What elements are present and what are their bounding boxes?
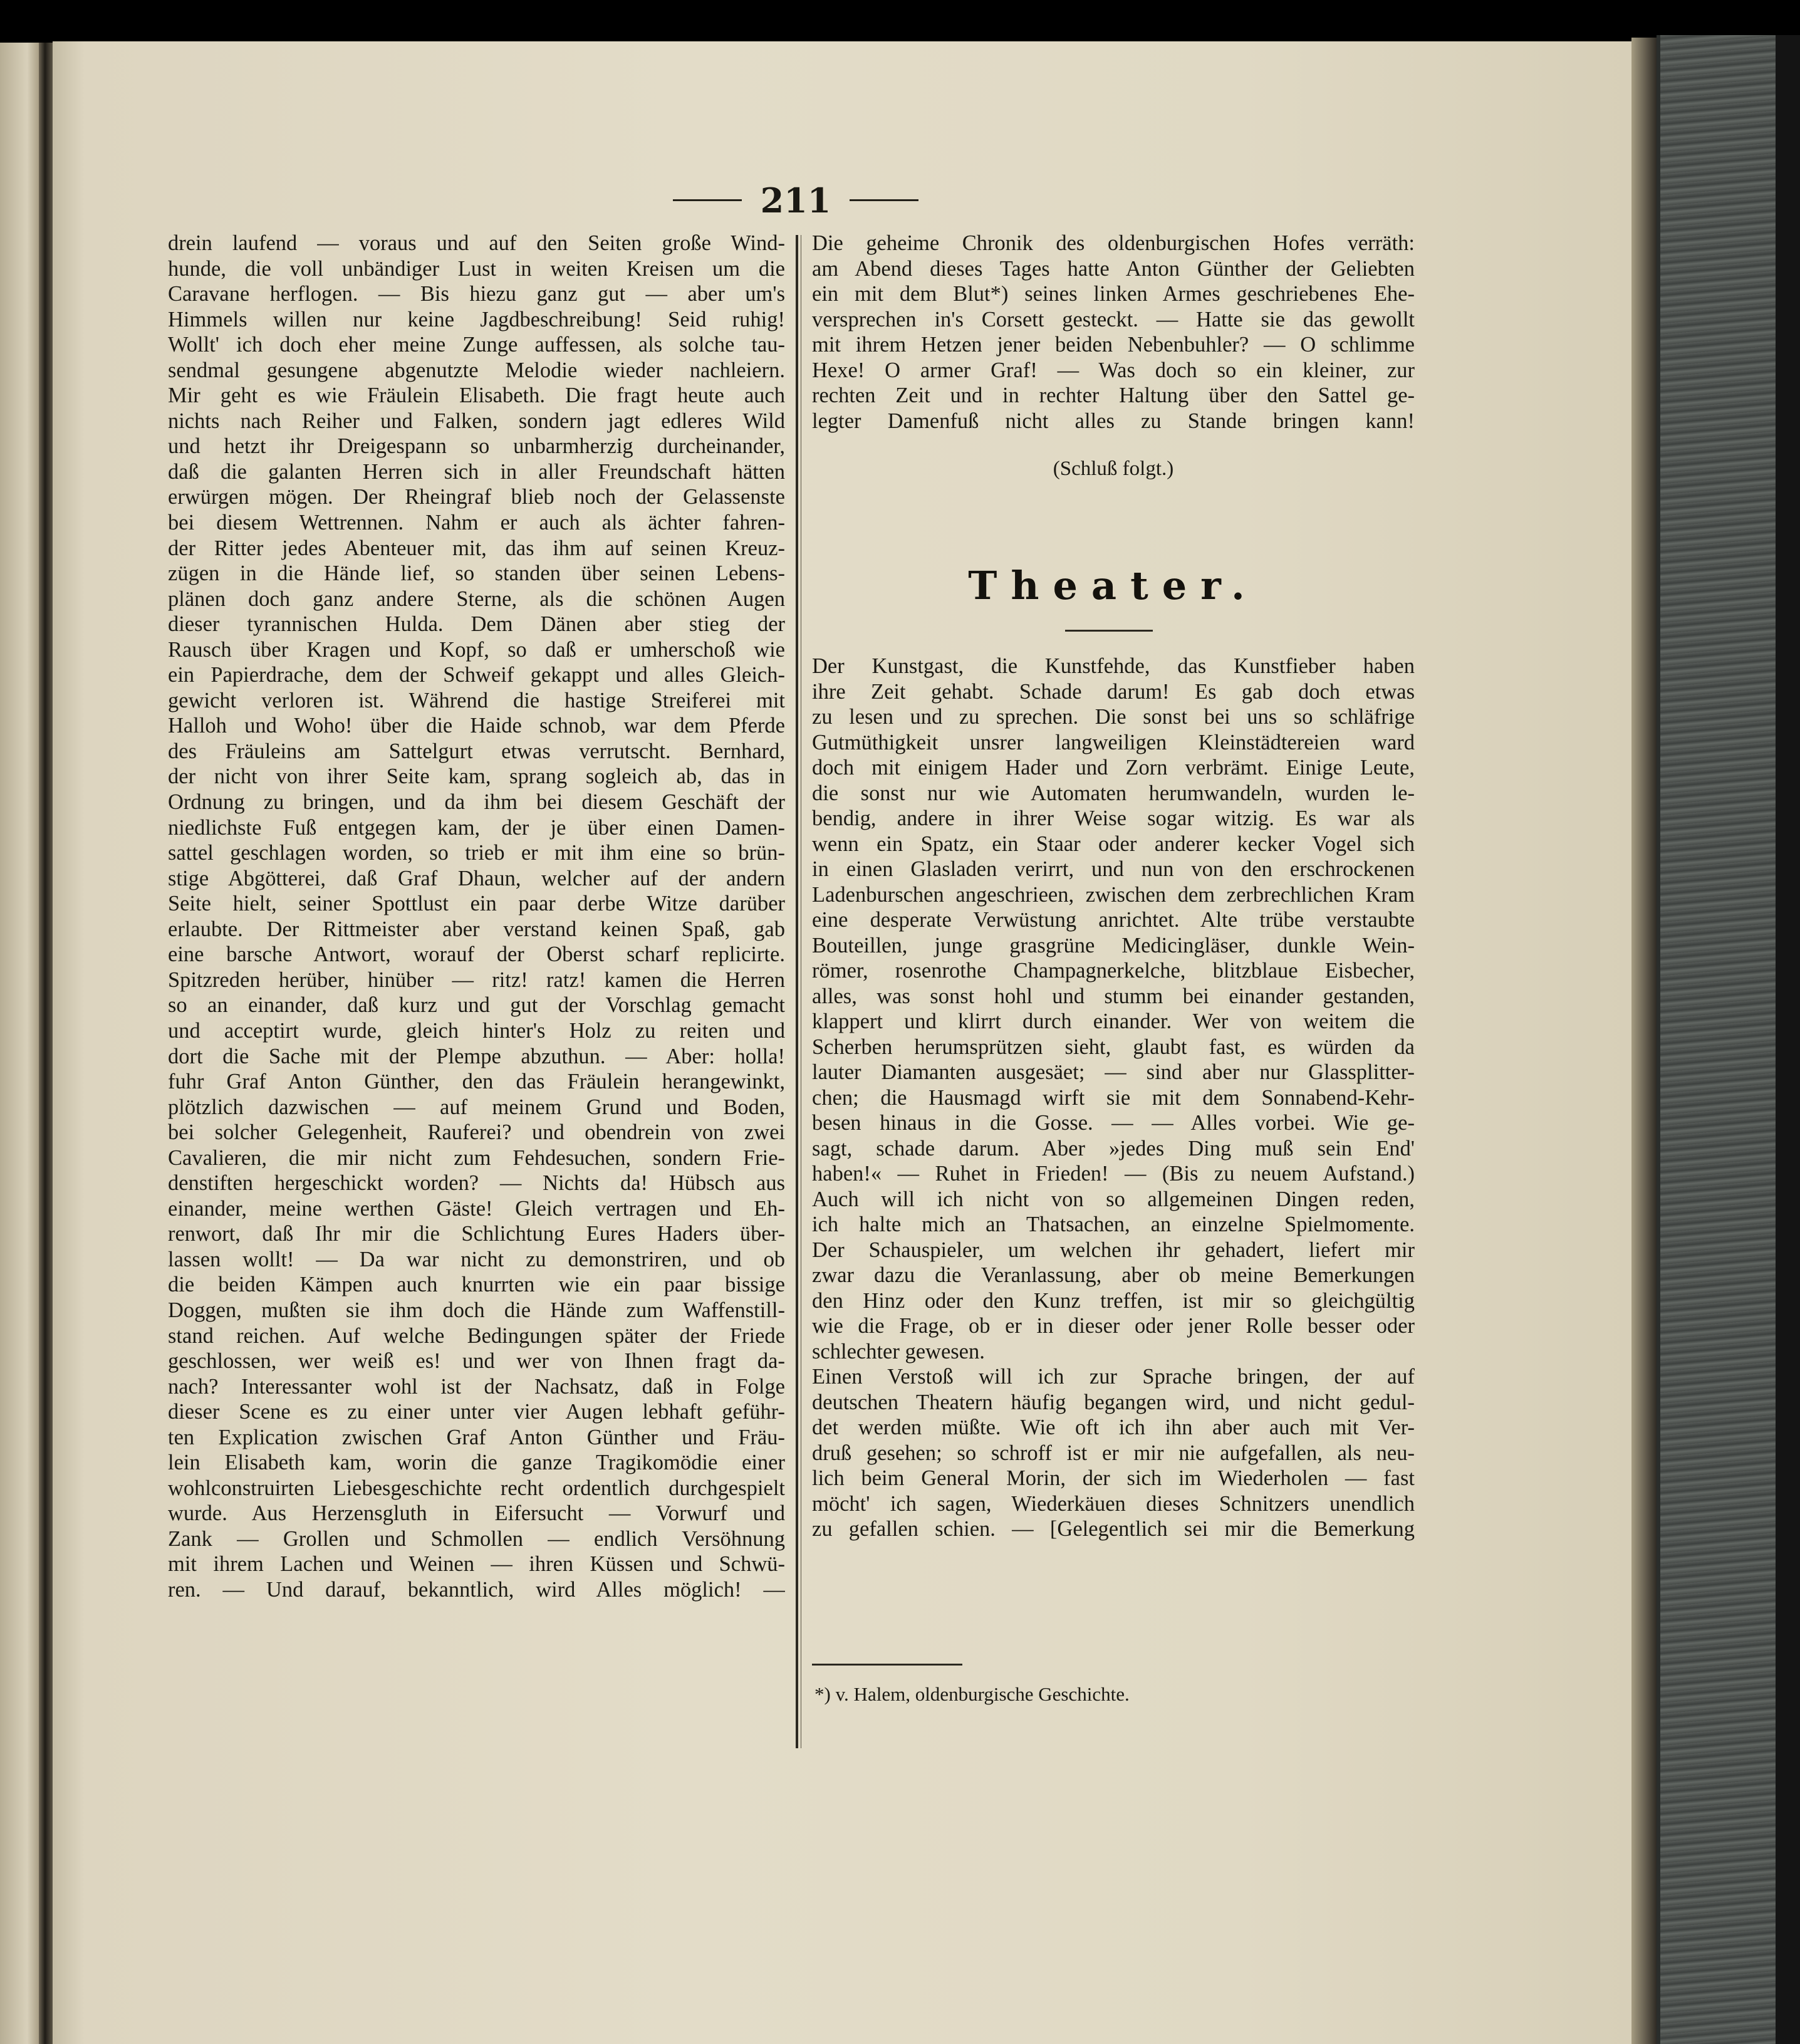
text-line: Caravane herflogen. — Bis hiezu ganz gut — aber um's xyxy=(168,282,785,306)
text-line: sendmal gesungene abgenutzte Melodie wieder nachleiern. xyxy=(168,358,785,382)
text-line: klappert und klirrt durch einander. Wer von weitem die xyxy=(812,1009,1415,1033)
text-line: daß die galanten Herren sich in aller Freundschaft hätten xyxy=(168,459,785,484)
left-column xyxy=(168,231,785,1603)
text-line: die beiden Kämpen auch knurrten wie ein paar bissige xyxy=(168,1273,785,1297)
text-line: chen; die Hausmagd wirft sie mit dem Sonnabend-Kehr- xyxy=(812,1085,1415,1110)
text-line: doch mit einigem Hader und Zorn verbrämt. Einige Leute, xyxy=(812,756,1415,780)
text-line: druß gesehen; so schroff ist er mir nie aufgefallen, als neu- xyxy=(812,1441,1415,1465)
text-line: schlechter gewesen. xyxy=(812,1339,985,1364)
text-line: erwürgen mögen. Der Rheingraf blieb noch der Gelassenste xyxy=(168,485,785,509)
text-line: haben!« — Ruhet in Frieden! — (Bis zu neuem Aufstand.) xyxy=(812,1162,1415,1186)
text-line: alles, was sonst hohl und stumm bei einander gestanden, xyxy=(812,984,1415,1008)
text-line: des Fräuleins am Sattelgurt etwas verrutscht. Bernhard, xyxy=(168,739,785,763)
text-line: Bouteillen, junge grasgrüne Medicingläser, dunkle Wein- xyxy=(812,933,1415,957)
column-divider xyxy=(796,235,798,1748)
text-line: und acceptirt wurde, gleich hinter's Holz zu reiten und xyxy=(168,1018,785,1043)
header-dash-right xyxy=(850,199,918,201)
text-line: und hetzt ihr Dreigespann so unbarmherzig durcheinander, xyxy=(168,434,785,459)
text-line: lich beim General Morin, der sich im Wiederholen — fast xyxy=(812,1466,1415,1490)
text-line: zu gefallen schien. — [Gelegentlich sei mir die Bemerkung xyxy=(812,1517,1415,1541)
text-line: dort die Sache mit der Plempe abzuthun. — Aber: holla! xyxy=(168,1044,785,1068)
text-line: lein Elisabeth kam, worin die ganze Tragikomödie einer xyxy=(168,1451,785,1475)
text-line: dieser Scene es zu einer unter vier Augen lebhaft geführ- xyxy=(168,1400,785,1424)
text-line: wie die Frage, ob er in dieser oder jener Rolle besser oder xyxy=(812,1314,1415,1338)
text-line: zu lesen und zu sprechen. Die sonst bei uns so schläfrige xyxy=(812,705,1415,729)
text-line: Der Schauspieler, um welchen ihr gehadert, liefert mir xyxy=(812,1238,1415,1262)
text-line: in einen Glasladen verirrt, und nun von den erschrockenen xyxy=(812,857,1415,881)
text-line: die sonst nur wie Automaten herumwandeln, wurden le- xyxy=(812,781,1415,805)
facing-page-edge xyxy=(0,43,39,2044)
text-line: Zank — Grollen und Schmollen — endlich Versöhnung xyxy=(168,1526,785,1551)
text-line: Doggen, mußten sie ihm doch die Hände zum Waffenstill- xyxy=(168,1298,785,1322)
text-line: ten Explication zwischen Graf Anton Günther und Fräu- xyxy=(168,1425,785,1449)
text-line: det werden müßte. Wie oft ich ihn aber auch mit Ver- xyxy=(812,1416,1415,1439)
text-line: so an einander, daß kurz und gut der Vorschlag gemacht xyxy=(168,993,785,1018)
text-line: der nicht von ihrer Seite kam, sprang sogleich ab, das in xyxy=(168,764,785,789)
text-line: sagt, schade darum. Aber »jedes Ding muß sein End' xyxy=(812,1136,1415,1160)
book-gutter xyxy=(39,43,53,2044)
text-line: nichts nach Reiher und Falken, sondern jagt edleres Wild xyxy=(168,409,785,433)
text-line: Cavalieren, die mir nicht zum Fehdesuchen, sondern Frie- xyxy=(168,1145,785,1170)
text-line: Der Kunstgast, die Kunstfehde, das Kunstfieber haben xyxy=(812,654,1415,678)
text-line: besen hinaus in die Gosse. — — Alles vorbei. Wie ge- xyxy=(812,1111,1415,1135)
text-line: drein laufend — voraus und auf den Seiten große Wind- xyxy=(168,231,785,255)
text-line: den Hinz oder den Kunz treffen, ist mir so gleichgültig xyxy=(812,1288,1415,1313)
text-line: gewicht verloren ist. Während die hastige Streiferei mit xyxy=(168,688,785,712)
text-line: wenn ein Spatz, ein Staar oder anderer kecker Vogel sich xyxy=(812,832,1415,856)
text-line: Wollt' ich doch eher meine Zunge auffessen, als solche tau- xyxy=(168,333,785,357)
text-line: ihre Zeit gehabt. Schade darum! Es gab doch etwas xyxy=(812,679,1415,704)
text-line: niedlichste Fuß entgegen kam, der je über einen Damen- xyxy=(168,815,785,840)
continued-note: (Schluß folgt.) xyxy=(1053,457,1174,480)
text-line: Himmels willen nur keine Jagdbeschreibung! Seid ruhig! xyxy=(168,307,785,331)
text-line: Mir geht es wie Fräulein Elisabeth. Die fragt heute auch xyxy=(168,383,785,408)
text-line: Spitzreden herüber, hinüber — ritz! ratz! kamen die Herren xyxy=(168,967,785,992)
book-cover-board xyxy=(1657,35,1779,2044)
text-line: sattel geschlagen worden, so trieb er mit ihm eine so brün- xyxy=(168,841,785,865)
text-line: Einen Verstoß will ich zur Sprache bringen, der auf xyxy=(812,1365,1415,1389)
text-line: geschlossen, wer weiß es! und wer von Ihnen fragt da- xyxy=(168,1349,785,1374)
text-line: bendig, andere in ihrer Weise sogar witzig. Es war als xyxy=(812,806,1415,830)
text-line: bei diesem Wettrennen. Nahm er auch als ächter fahren- xyxy=(168,511,785,535)
footnote: *) v. Halem, oldenburgische Geschichte. xyxy=(814,1683,1130,1705)
scan-border xyxy=(1776,35,1800,2044)
text-line: Ordnung zu bringen, und da ihm bei diesem Geschäft der xyxy=(168,790,785,815)
text-line: Seite hielt, seiner Spottlust ein paar derbe Witze darüber xyxy=(168,892,785,916)
text-line: dieser tyrannischen Hulda. Dem Dänen aber stieg der xyxy=(168,612,785,637)
right-column-intro xyxy=(812,231,1415,434)
section-title: Theater. xyxy=(968,563,1259,608)
text-line: nach? Interessanter wohl ist der Nachsatz, daß in Folge xyxy=(168,1374,785,1399)
text-line: fuhr Graf Anton Günther, den das Fräulein herangewinkt, xyxy=(168,1070,785,1094)
text-line: erlaubte. Der Rittmeister aber verstand keinen Spaß, gab xyxy=(168,917,785,941)
text-line: eine barsche Antwort, worauf der Oberst scharf replicirte. xyxy=(168,942,785,967)
text-line: ich halte mich an Thatsachen, an einzelne Spielmomente. xyxy=(812,1212,1415,1236)
text-line: zwar dazu die Veranlassung, aber ob meine Bemerkungen xyxy=(812,1263,1415,1287)
text-line: legter Damenfuß nicht alles zu Stande bringen kann! xyxy=(812,409,1415,433)
text-line: Auch will ich nicht von so allgemeinen Dingen reden, xyxy=(812,1187,1415,1211)
text-line: lassen wollt! — Da war nicht zu demonstriren, und ob xyxy=(168,1247,785,1271)
text-line: Hexe! O armer Graf! — Was doch so ein kleiner, zur xyxy=(812,358,1415,382)
page-header xyxy=(664,179,927,222)
text-line: deutschen Theatern häufig begangen wird, und nicht gedul- xyxy=(812,1390,1415,1414)
text-line: plötzlich dazwischen — auf meinem Grund und Boden, xyxy=(168,1095,785,1119)
text-line: ein Papierdrache, dem der Schweif gekappt und alles Gleich- xyxy=(168,663,785,687)
text-line: einander, meine werthen Gäste! Gleich vertragen und Eh- xyxy=(168,1196,785,1221)
text-line: mit ihrem Lachen und Weinen — ihren Küssen und Schwü- xyxy=(168,1552,785,1577)
text-line: Scherben herumsprützen sieht, glaubt fast, es würden da xyxy=(812,1035,1415,1059)
text-line: Gutmüthigkeit unsrer langweiligen Kleinstädtereien ward xyxy=(812,730,1415,754)
text-line: Rausch über Kragen und Kopf, so daß er umherschoß wie xyxy=(168,637,785,662)
text-line: römer, rosenrothe Champagnerkelche, blitzblaue Eisbecher, xyxy=(812,959,1415,983)
text-line: am Abend dieses Tages hatte Anton Günther der Geliebten xyxy=(812,256,1415,281)
text-line: rechten Zeit und in rechter Haltung über den Sattel ge- xyxy=(812,383,1415,407)
text-line: denstiften hergeschickt worden? — Nichts da! Hübsch aus xyxy=(168,1171,785,1196)
text-line: wohlconstruirten Liebesgeschichte recht ordentlich durchgespielt xyxy=(168,1476,785,1500)
page-number: 211 xyxy=(760,180,831,221)
text-line: bei solcher Gelegenheit, Rauferei? und obendrein von zwei xyxy=(168,1120,785,1145)
text-line: wurde. Aus Herzensgluth in Eifersucht — Vorwurf und xyxy=(168,1501,785,1526)
text-line: plänen doch ganz andere Sterne, als die schönen Augen xyxy=(168,587,785,611)
text-line: stige Abgötterei, daß Graf Dhaun, welcher auf der andern xyxy=(168,866,785,890)
text-line: Ladenburschen angeschrieen, zwischen dem zerbrechlichen Kram xyxy=(812,882,1415,907)
text-line: möcht' ich sagen, Wiederkäuen dieses Schnitzers unendlich xyxy=(812,1491,1415,1516)
text-line: mit ihrem Hetzen jener beiden Nebenbuhler? — O schlimme xyxy=(812,333,1415,357)
text-line: der Ritter jedes Abenteuer mit, das ihm auf seinen Kreuz- xyxy=(168,536,785,560)
text-line: hunde, die voll unbändiger Lust in weiten Kreisen um die xyxy=(168,256,785,281)
text-line: Die geheime Chronik des oldenburgischen Hofes verräth: xyxy=(812,231,1415,255)
page-edge-shadow xyxy=(1631,38,1657,2044)
text-line: stand reichen. Auf welche Bedingungen später der Friede xyxy=(168,1323,785,1348)
theater-article xyxy=(812,654,1415,1542)
title-rule xyxy=(1065,630,1153,632)
text-line: versprechen in's Corsett gesteckt. — Hatte sie das gewollt xyxy=(812,307,1415,331)
text-line: zügen in die Hände lief, so standen über seinen Lebens- xyxy=(168,561,785,586)
text-line: ein mit dem Blut*) seines linken Armes geschriebenes Ehe- xyxy=(812,282,1415,306)
footnote-rule xyxy=(812,1664,962,1666)
text-line: Halloh und Woho! über die Haide schnob, war dem Pferde xyxy=(168,714,785,738)
text-line: ren. — Und darauf, bekanntlich, wird Alles möglich! — xyxy=(168,1577,785,1602)
text-line: eine desperate Verwüstung anrichtet. Alte trübe verstaubte xyxy=(812,908,1415,932)
text-line: renwort, daß Ihr mir die Schlichtung Eures Haders über- xyxy=(168,1222,785,1246)
text-line: lauter Diamanten ausgesäet; — sind aber nur Glassplitter- xyxy=(812,1060,1415,1084)
